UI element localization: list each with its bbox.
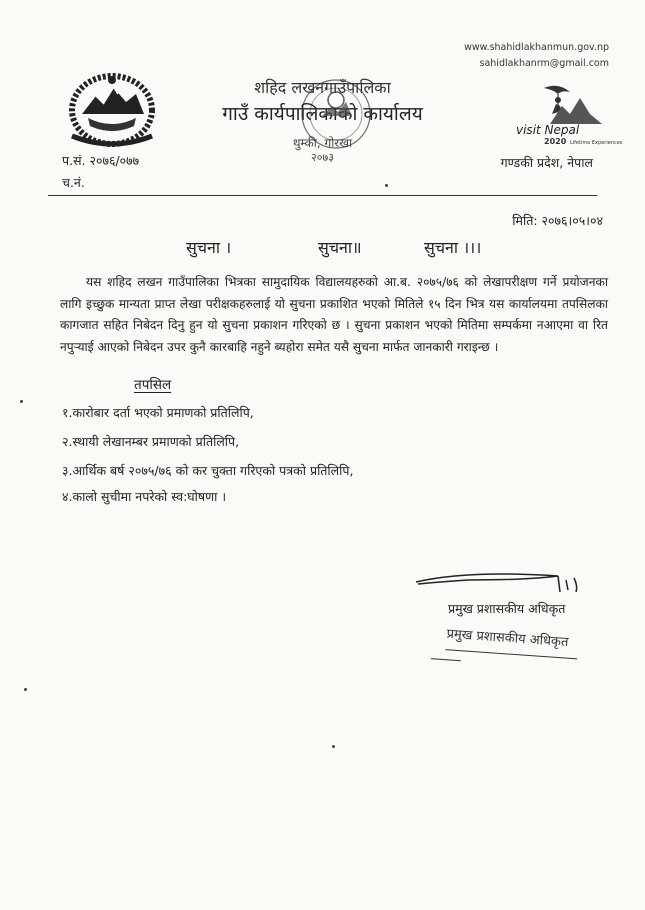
visit-nepal-tagline: Lifetime Experiences	[570, 140, 623, 146]
margin-dot	[20, 400, 23, 403]
signature-image	[408, 566, 598, 602]
email-link[interactable]: sahidlakhanrm@gmail.com	[479, 58, 609, 69]
contact-block	[464, 40, 609, 72]
list-item: ३.आर्थिक बर्ष २०७५/७६ को कर चुक्ता गरिएको पत्रको प्रतिलिपि,	[62, 463, 354, 478]
visit-nepal-logo	[510, 84, 623, 156]
dispatch-number: च.नं.	[62, 175, 85, 190]
header-dot	[385, 184, 388, 187]
website-link[interactable]: www.shahidlakhanmun.gov.np	[464, 42, 609, 53]
reference-number: प.सं. २०७६/०७७	[62, 153, 140, 168]
list-item: ४.कालो सुचीमा नपरेको स्व:घोषणा ।	[62, 489, 227, 504]
margin-dot	[24, 688, 27, 691]
list-item: २.स्थायी लेखानम्बर प्रमाणको प्रतिलिपि,	[62, 434, 240, 449]
margin-dot	[332, 745, 335, 748]
office-location: थुम्की, गोरखा	[292, 136, 353, 150]
province-name: गण्डकी प्रदेश, नेपाल	[500, 155, 593, 170]
designation-stamp	[428, 622, 588, 668]
notice-body-text: यस शहिद लखन गाउँपालिका भित्रका सामुदायिक विद्यालयहरुको आ.ब. २०७५/७६ को लेखापरीक्षण गर्ने प्रयोजनका लागि इच्छुक मान्यता प्राप्त लेखा परीक्षकहरुलाई यो सुचना प्रकाशित भएको मितिले १५ दिन भित्र यस कार्यालयमा तपसिलका कागजात सहित निबेदन दिनु हुन यो सुचना प्रकाशन गरिएको छ । सुचना प्रकाशन भएको मितिमा सम्पर्कमा नआएमा वा रित नपुऱ्याई आएको निबेदन उपर कुनै कारबाहि नहुने ब्यहोरा समेत यसै सुचना मार्फत जानकारी गराइन्छ ।	[60, 275, 608, 354]
header-divider	[48, 195, 597, 196]
notice-body	[60, 272, 608, 358]
notice-titles	[0, 236, 645, 262]
stamp-text: प्रमुख प्रशासकीय अधिकृत	[446, 626, 569, 651]
notice-date: मिति: २०७६।०५।०४	[512, 213, 603, 228]
office-name: गाउँ कार्यपालिकाको कार्यालय	[222, 103, 423, 125]
signatory-title: प्रमुख प्रशासकीय अधिकृत	[448, 601, 566, 616]
municipality-name: शहिद लखनगाउँपालिका	[254, 78, 391, 97]
notice-title-2: सुचना॥	[318, 238, 362, 257]
list-title: तपसिल	[134, 377, 172, 393]
visit-nepal-year: 2020	[544, 137, 567, 146]
list-item: १.कारोबार दर्ता भएको प्रमाणको प्रतिलिपि,	[62, 405, 254, 420]
notice-title-3: सुचना ।।।	[424, 238, 482, 257]
visit-nepal-text: visit Nepal	[516, 123, 580, 137]
office-seal-icon	[292, 70, 374, 166]
notice-title-1: सुचना ।	[186, 238, 232, 257]
established-year: २०७३	[311, 151, 334, 164]
